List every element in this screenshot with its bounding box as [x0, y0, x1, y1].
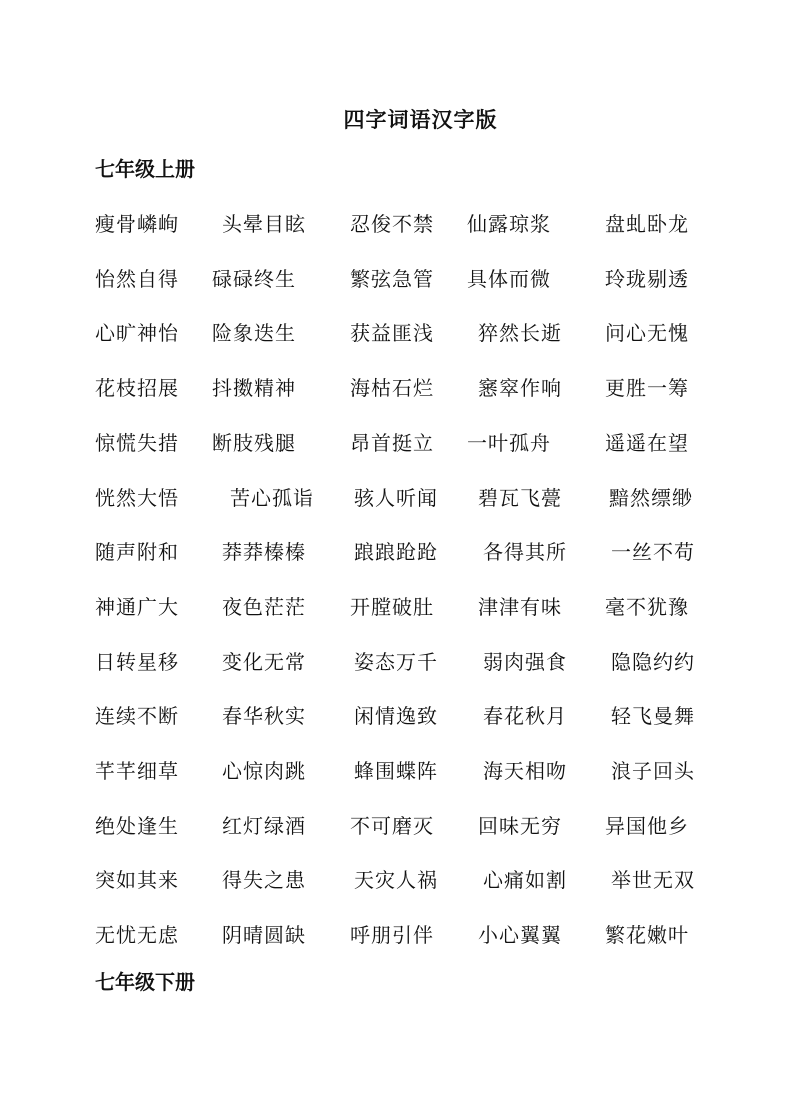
idiom-word: 瘦骨嶙峋 [95, 212, 179, 236]
idiom-word: 津津有味 [478, 594, 562, 619]
idiom-word: 骇人听闻 [354, 485, 438, 510]
idiom-word: 神通广大 [95, 594, 179, 619]
idiom-word: 随声附和 [95, 540, 179, 565]
section-heading-grade7-vol2: 七年级下册 [95, 970, 195, 994]
idiom-word: 弱肉强食 [483, 649, 567, 674]
idiom-word: 夜色茫茫 [222, 594, 306, 619]
idiom-word: 呼朋引伴 [350, 923, 434, 948]
idiom-word: 碌碌终生 [212, 266, 296, 291]
idiom-word: 险象迭生 [212, 321, 296, 346]
idiom-word: 盘虬卧龙 [605, 212, 689, 236]
idiom-word: 闲情逸致 [354, 704, 438, 729]
idiom-word: 遥遥在望 [605, 430, 689, 455]
idiom-word: 小心翼翼 [478, 923, 562, 948]
section-heading-grade7-vol1: 七年级上册 [95, 157, 195, 181]
idiom-word: 各得其所 [483, 540, 567, 565]
idiom-word: 猝然长逝 [478, 321, 562, 346]
idiom-word: 春华秋实 [222, 704, 306, 729]
idiom-word: 心旷神怡 [95, 321, 179, 346]
idiom-word: 蜂围蝶阵 [354, 759, 438, 783]
idiom-word: 苦心孤诣 [230, 485, 314, 510]
idiom-word: 一丝不苟 [611, 540, 695, 565]
idiom-word: 繁弦急管 [350, 266, 434, 291]
idiom-word: 繁花嫩叶 [605, 923, 689, 948]
idiom-word: 姿态万千 [354, 649, 438, 674]
idiom-word: 异国他乡 [605, 813, 689, 838]
idiom-word: 怡然自得 [95, 266, 179, 291]
idiom-word: 突如其来 [95, 868, 179, 893]
page-title: 四字词语汉字版 [343, 107, 498, 132]
idiom-word: 春花秋月 [483, 704, 567, 729]
idiom-word: 芊芊细草 [95, 759, 179, 783]
idiom-word: 一叶孤舟 [467, 430, 551, 455]
idiom-word: 毫不犹豫 [605, 594, 689, 619]
idiom-word: 抖擞精神 [212, 376, 296, 401]
idiom-word: 红灯绿酒 [222, 813, 306, 838]
idiom-word: 得失之患 [222, 868, 306, 893]
idiom-word: 连续不断 [95, 704, 179, 729]
idiom-word: 日转星移 [95, 649, 179, 674]
idiom-word: 莽莽榛榛 [222, 540, 306, 565]
idiom-word: 玲珑剔透 [605, 266, 689, 291]
idiom-word: 惊慌失措 [95, 430, 179, 455]
idiom-word: 绝处逢生 [95, 813, 179, 838]
idiom-word: 昂首挺立 [350, 430, 434, 455]
idiom-word: 开膛破肚 [350, 594, 434, 619]
idiom-word: 海枯石烂 [350, 376, 434, 401]
idiom-word: 更胜一筹 [605, 376, 689, 401]
idiom-word: 具体而微 [467, 266, 551, 291]
idiom-word: 花枝招展 [95, 376, 179, 401]
idiom-word: 不可磨灭 [350, 813, 434, 838]
idiom-word: 获益匪浅 [350, 321, 434, 346]
idiom-word: 头晕目眩 [222, 212, 306, 236]
idiom-word: 问心无愧 [605, 321, 689, 346]
idiom-word: 踉踉跄跄 [354, 540, 438, 565]
idiom-word: 黯然缥缈 [609, 485, 693, 510]
idiom-word: 忍俊不禁 [350, 212, 434, 236]
idiom-word: 仙露琼浆 [467, 212, 551, 236]
idiom-word: 断肢残腿 [212, 430, 296, 455]
idiom-word: 轻飞曼舞 [611, 704, 695, 729]
idiom-word: 浪子回头 [611, 759, 695, 783]
idiom-word: 恍然大悟 [95, 485, 179, 510]
idiom-word: 举世无双 [611, 868, 695, 893]
idiom-word: 回味无穷 [478, 813, 562, 838]
idiom-word: 变化无常 [222, 649, 306, 674]
idiom-word: 心惊肉跳 [222, 759, 306, 783]
idiom-word: 窸窣作响 [478, 376, 562, 401]
idiom-word: 无忧无虑 [95, 923, 179, 948]
idiom-word: 天灾人祸 [354, 868, 438, 893]
idiom-word: 阴晴圆缺 [222, 923, 306, 948]
idiom-word: 心痛如割 [483, 868, 567, 893]
idiom-word: 碧瓦飞甍 [478, 485, 562, 510]
idiom-word: 海天相吻 [483, 759, 567, 783]
idiom-word: 隐隐约约 [611, 649, 695, 674]
